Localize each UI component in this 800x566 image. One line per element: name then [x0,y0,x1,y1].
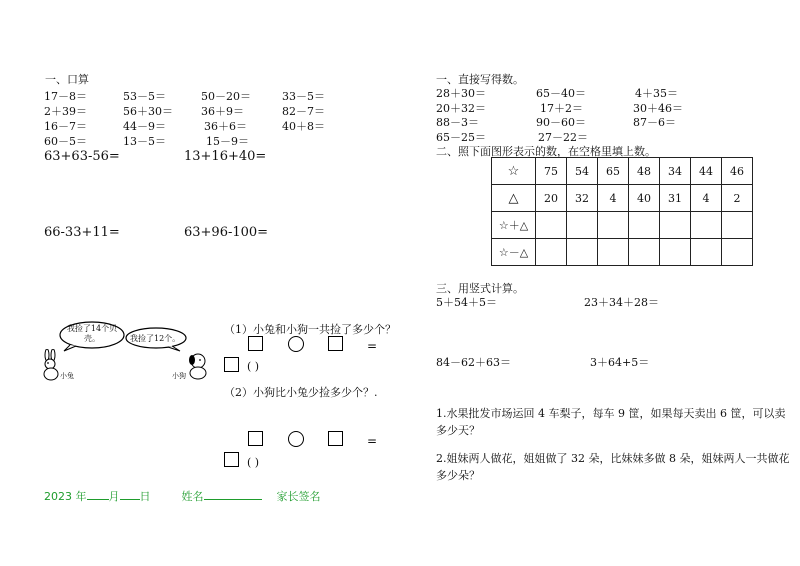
word-problem-1-cont: 多少天？ [436,424,480,437]
table-cell: 40 [629,185,660,212]
footer-month: 月 [108,490,120,503]
name-blank[interactable] [204,488,262,500]
footer-parent-label: 家长签名 [276,490,321,503]
bubble-text-rabbit: 我捡了14个贝壳。 [66,324,118,343]
vertical-calc-item: 5＋54＋5＝ [436,296,497,309]
table-cell: 4 [598,185,629,212]
table-cell: 46 [722,158,753,185]
sum-label: ☆＋△ [492,212,536,239]
answer-cell[interactable] [567,212,598,239]
answer-cell[interactable] [722,212,753,239]
calc-item: 87－6＝ [633,116,676,129]
calc-item: 28＋30＝ [436,87,486,100]
difference-label: ☆－△ [492,239,536,266]
calc-item: 88－3＝ [436,116,479,129]
word-problem-1: 1.水果批发市场运回 4 车梨子，每车 9 筐，如果每天卖出 6 筐，可以卖 [436,407,786,420]
footer-signature-line [44,488,321,504]
oral-item: 50－20＝ [201,90,251,103]
calc-item: 90－60＝ [536,116,586,129]
answer-cell[interactable] [629,239,660,266]
table-row [492,158,753,185]
oral-item: 82－7＝ [282,105,325,118]
calc-item: 4＋35＝ [635,87,678,100]
unit-blank: ( ) [247,360,260,373]
rabbit-icon [40,349,62,381]
word-problem-2-cont: 多少朵？ [436,469,480,482]
answer-cell[interactable] [536,212,567,239]
oral-item: 16－7＝ [44,120,87,133]
vertical-calc-item: 84－62＋63＝ [436,356,511,369]
operator-circle[interactable] [288,431,304,447]
oral-item: 36＋9＝ [201,105,244,118]
question-1: （1）小兔和小狗一共捡了多少个？ [224,323,396,336]
calc-item: 65－25＝ [436,131,486,144]
oral-item: 15－9＝ [206,135,249,148]
equals-sign: = [367,434,378,448]
oral-item: 60－5＝ [44,135,87,148]
table-cell: 54 [567,158,598,185]
section-3-title: 三、用竖式计算。 [436,282,524,295]
table-cell: 4 [691,185,722,212]
answer-cell[interactable] [536,239,567,266]
section-2-title: 二、照下面图形表示的数，在空格里填上数。 [436,145,656,158]
vertical-calc-item: 3＋64+5＝ [590,356,650,369]
unit-blank: ( ) [247,456,260,469]
oral-item: 44－9＝ [123,120,166,133]
calc-item: 65－40＝ [536,87,586,100]
calc-item: 20＋32＝ [436,102,486,115]
mixed-calc-item: 63+63-56= [44,149,120,164]
table-cell: 75 [536,158,567,185]
equals-sign: = [367,339,378,353]
answer-box[interactable] [328,431,343,446]
answer-box[interactable] [248,431,263,446]
answer-cell[interactable] [598,212,629,239]
footer-year: 2023 年 [44,490,87,503]
oral-calc-title: 一、口算 [45,73,89,86]
month-blank[interactable] [87,488,109,500]
mixed-calc-item: 66-33+11= [44,225,120,240]
table-row [492,239,753,266]
triangle-label: △ [492,185,536,212]
answer-box[interactable] [328,336,343,351]
table-row [492,212,753,239]
table-cell: 2 [722,185,753,212]
footer-name-label: 姓名 [181,490,204,503]
mixed-calc-item: 13+16+40= [184,149,267,164]
answer-cell[interactable] [722,239,753,266]
mixed-calc-item: 63+96-100= [184,225,269,240]
dog-label: 小狗 [172,372,186,380]
answer-cell[interactable] [660,212,691,239]
answer-cell[interactable] [629,212,660,239]
answer-cell[interactable] [691,212,722,239]
calc-item: 27－22＝ [538,131,588,144]
answer-box[interactable] [248,336,263,351]
section-1-title: 一、直接写得数。 [436,73,524,86]
calc-item: 30＋46＝ [633,102,683,115]
bubble-text-dog: 我捡了12个。 [130,334,181,343]
table-cell: 31 [660,185,691,212]
table-cell: 20 [536,185,567,212]
oral-item: 33－5＝ [282,90,325,103]
shape-number-table [491,157,753,266]
table-row [492,185,753,212]
vertical-calc-item: 23＋34＋28＝ [584,296,659,309]
oral-item: 40＋8＝ [282,120,325,133]
oral-item: 17－8＝ [44,90,87,103]
table-cell: 32 [567,185,598,212]
answer-box[interactable] [224,357,239,372]
footer-day: 日 [139,490,151,503]
answer-cell[interactable] [691,239,722,266]
oral-item: 36＋6＝ [204,120,247,133]
star-label: ☆ [492,158,536,185]
oral-item: 56＋30＝ [123,105,173,118]
answer-cell[interactable] [660,239,691,266]
table-cell: 48 [629,158,660,185]
operator-circle[interactable] [288,336,304,352]
answer-cell[interactable] [598,239,629,266]
day-blank[interactable] [120,488,140,500]
answer-box[interactable] [224,452,239,467]
oral-item: 53－5＝ [123,90,166,103]
rabbit-label: 小兔 [60,372,74,380]
oral-item: 13－5＝ [123,135,166,148]
table-cell: 34 [660,158,691,185]
question-2: （2）小狗比小兔少捡多少个？. [224,386,378,399]
calc-item: 17＋2＝ [540,102,583,115]
table-cell: 44 [691,158,722,185]
table-cell: 65 [598,158,629,185]
word-problem-2: 2.姐妹两人做花，姐姐做了 32 朵，比妹妹多做 8 朵，姐妹两人一共做花 [436,452,790,465]
oral-item: 2＋39＝ [44,105,87,118]
answer-cell[interactable] [567,239,598,266]
dog-icon [186,352,210,380]
